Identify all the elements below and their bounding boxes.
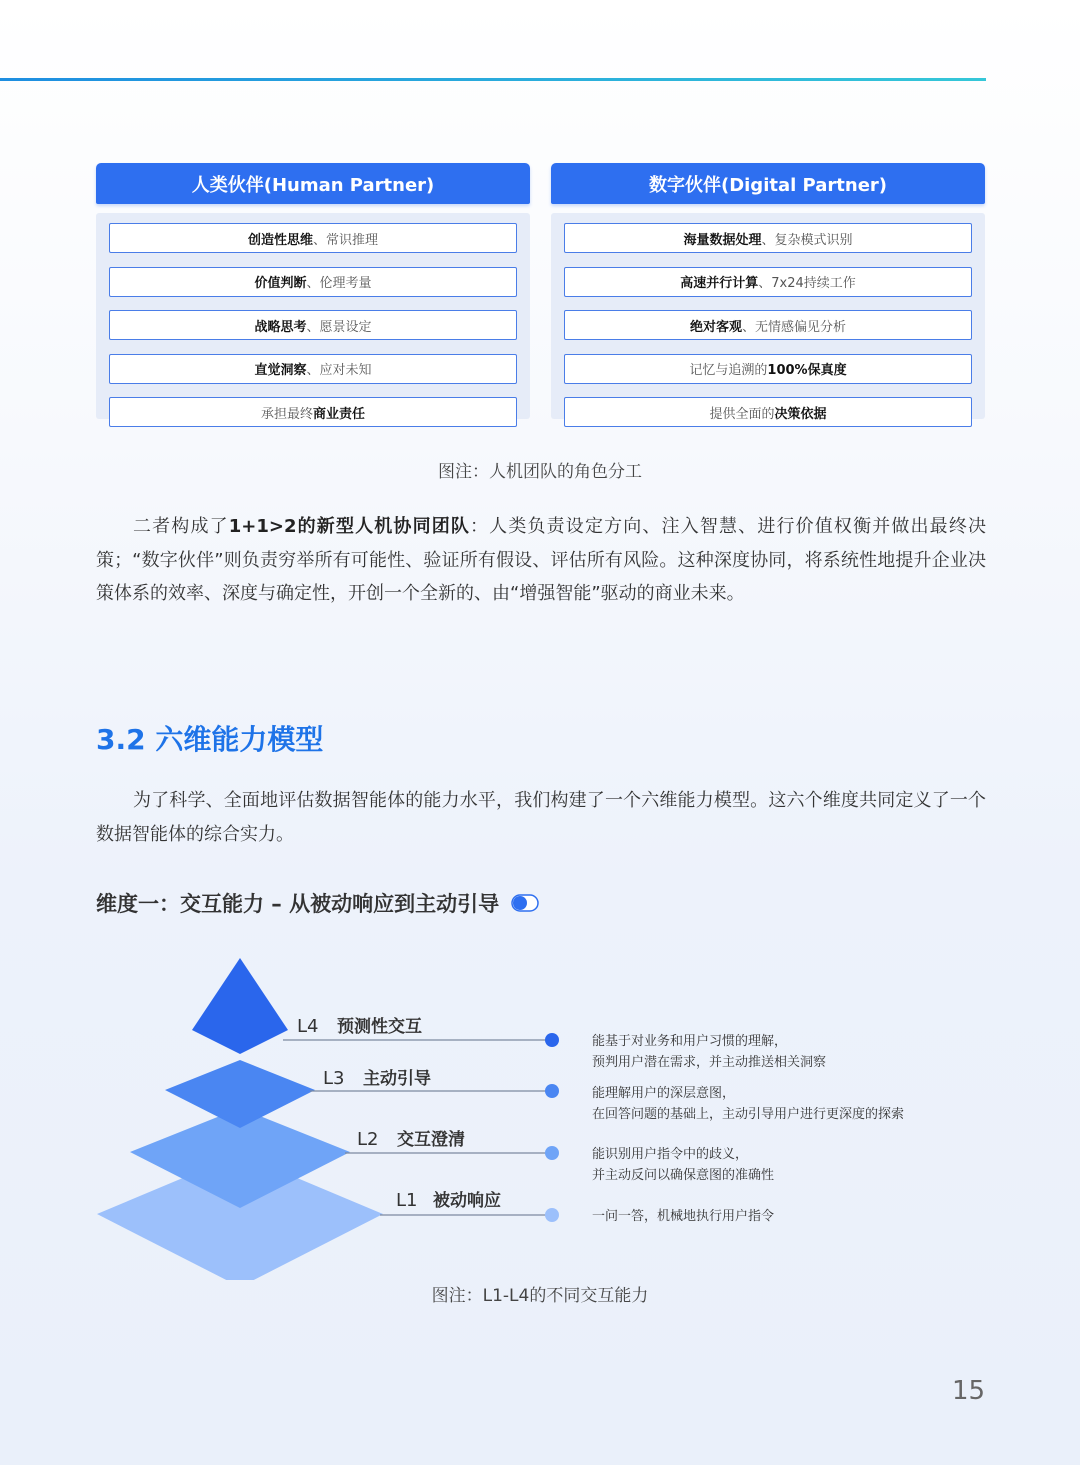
page-number: 15 [952, 1376, 986, 1406]
figure-caption-levels: 图注：L1-L4的不同交互能力 [431, 1286, 649, 1306]
digital-partner-title: 数字伙伴(Digital Partner) [551, 163, 985, 204]
figure-caption-roles: 图注：人机团队的角色分工 [438, 462, 642, 482]
level-name-l3: 主动引导 [363, 1069, 431, 1089]
pyramid-layer-l4 [192, 958, 288, 1054]
human-item-2: 价值判断 、伦理考量 [109, 267, 517, 297]
leader-dot-l2 [545, 1146, 559, 1160]
pyramid-layer-l3 [165, 1060, 315, 1128]
level-name-l2: 交互澄清 [397, 1130, 465, 1150]
leader-dot-l4 [545, 1033, 559, 1047]
interaction-level-pyramid [0, 940, 1080, 1280]
paragraph-model-intro: 为了科学、全面地评估数据智能体的能力水平，我们构建了一个六维能力模型。这六个维度共同定义了一个数据智能体的综合实力。 [96, 790, 986, 845]
level-code-l1: L1 [396, 1190, 418, 1211]
level-desc-l3-line1: 能理解用户的深层意图， [592, 1086, 736, 1101]
leader-dot-l3 [545, 1084, 559, 1098]
level-desc-l1-line1: 一问一答，机械地执行用户指令 [592, 1209, 775, 1224]
digital-item-4: 记忆与追溯的 100%保真度 [564, 354, 972, 384]
human-item-5: 承担最终 商业责任 [109, 397, 517, 427]
paragraph-collaboration: 二者构成了1+1>2的新型人机协同团队：人类负责设定方向、注入智慧、进行价值权衡并做出最终决策；“数字伙伴”则负责穷举所有可能性、验证所有假设、评估所有风险。这种深度协同，将系统性地提升企业决策体系的效率、深度与确定性，开创一个全新的、由“增强智能”驱动的商业未来。 [96, 516, 986, 604]
dimension-title: 维度一：交互能力 – 从被动响应到主动引导 [96, 888, 539, 918]
level-code-l2: L2 [357, 1129, 379, 1150]
human-item-3: 战略思考 、愿景设定 [109, 310, 517, 340]
level-code-l3: L3 [323, 1068, 345, 1089]
header-rule [0, 78, 986, 81]
level-desc-l4-line2: 预判用户潜在需求，并主动推送相关洞察 [592, 1055, 827, 1070]
leader-dot-l1 [545, 1208, 559, 1222]
section-title: 3.2 六维能力模型 [96, 723, 324, 756]
toggle-icon [511, 894, 539, 912]
human-partner-card [96, 163, 530, 422]
digital-item-1: 海量数据处理 、复杂模式识别 [564, 223, 972, 253]
level-desc-l2-line2: 并主动反问以确保意图的准确性 [592, 1168, 775, 1183]
human-partner-title: 人类伙伴(Human Partner) [96, 163, 530, 204]
digital-partner-list [551, 213, 985, 422]
level-code-l4: L4 [297, 1016, 319, 1037]
level-desc-l4-line1: 能基于对业务和用户习惯的理解， [592, 1034, 788, 1049]
human-item-4: 直觉洞察 、应对未知 [109, 354, 517, 384]
human-item-1: 创造性思维 、常识推理 [109, 223, 517, 253]
level-desc-l3-line2: 在回答问题的基础上，主动引导用户进行更深度的探索 [592, 1107, 905, 1122]
level-name-l1: 被动响应 [433, 1191, 501, 1211]
level-name-l4: 预测性交互 [337, 1017, 422, 1037]
digital-item-2: 高速并行计算 、7x24持续工作 [564, 267, 972, 297]
level-desc-l2-line1: 能识别用户指令中的歧义， [592, 1147, 749, 1162]
digital-item-5: 提供全面的 决策依据 [564, 397, 972, 427]
digital-item-3: 绝对客观 、无情感偏见分析 [564, 310, 972, 340]
human-partner-list [96, 213, 530, 422]
digital-partner-card [551, 163, 985, 422]
